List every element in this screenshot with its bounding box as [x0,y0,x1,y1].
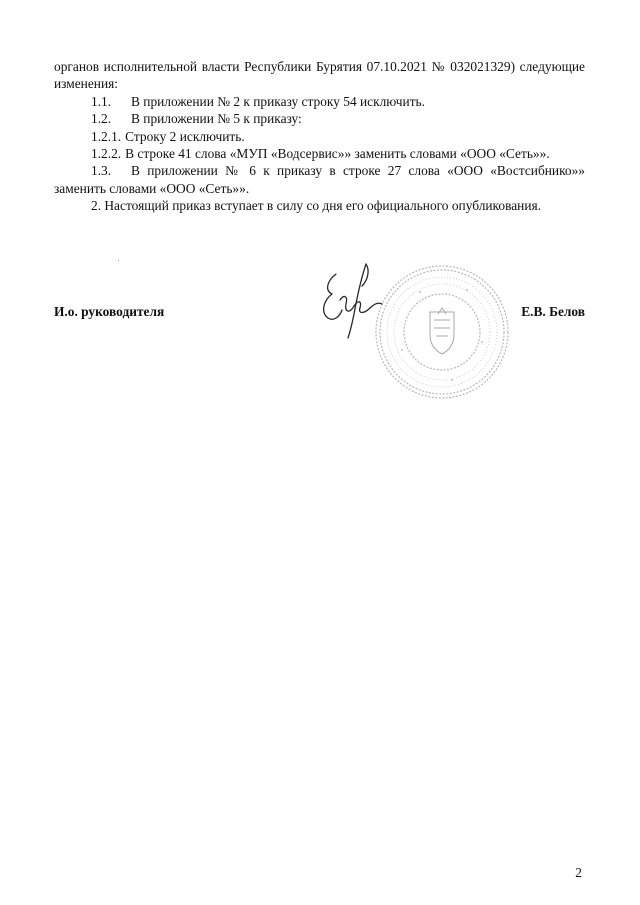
signatory-name: Е.В. Белов [521,304,585,319]
item-number: 1.2. [91,111,112,127]
item-1-2 [54,110,585,127]
item-number: 1.2.1. [91,128,122,144]
signatory-title: И.о. руководителя [54,304,165,319]
scan-speck [118,260,119,261]
item-1-3 [54,162,585,197]
item-text: Строку 2 исключить. [125,128,245,144]
item-text: В строке 41 слова «МУП «Водсервис»» заменить словами «ООО «Сеть»». [125,146,550,162]
item-2: 2. Настоящий приказ вступает в силу со дня его официального опубликования. [91,198,541,214]
official-seal [372,262,512,402]
item-text: В приложении № 5 к приказу: [131,111,302,127]
item-number: 1.3. [91,163,112,179]
signature-block [54,296,585,326]
item-1-2-1 [54,128,585,145]
item-number: 1.1. [91,93,112,109]
item-text: В приложении № 2 к приказу строку 54 исключить. [131,93,426,109]
item-text: В приложении № 6 к приказу в строке 27 слова «ООО «Востсибнико»» заменить словами «ООО «Сеть»». [54,163,585,196]
document-body [54,58,585,215]
item-1-2-2 [54,145,585,162]
page-number: 2 [575,865,582,880]
item-number: 1.2.2. [91,146,122,162]
item-1-1 [54,93,585,110]
intro-paragraph: органов исполнительной власти Республики Бурятия 07.10.2021 № 032021329) следующие изменения: [54,59,585,92]
